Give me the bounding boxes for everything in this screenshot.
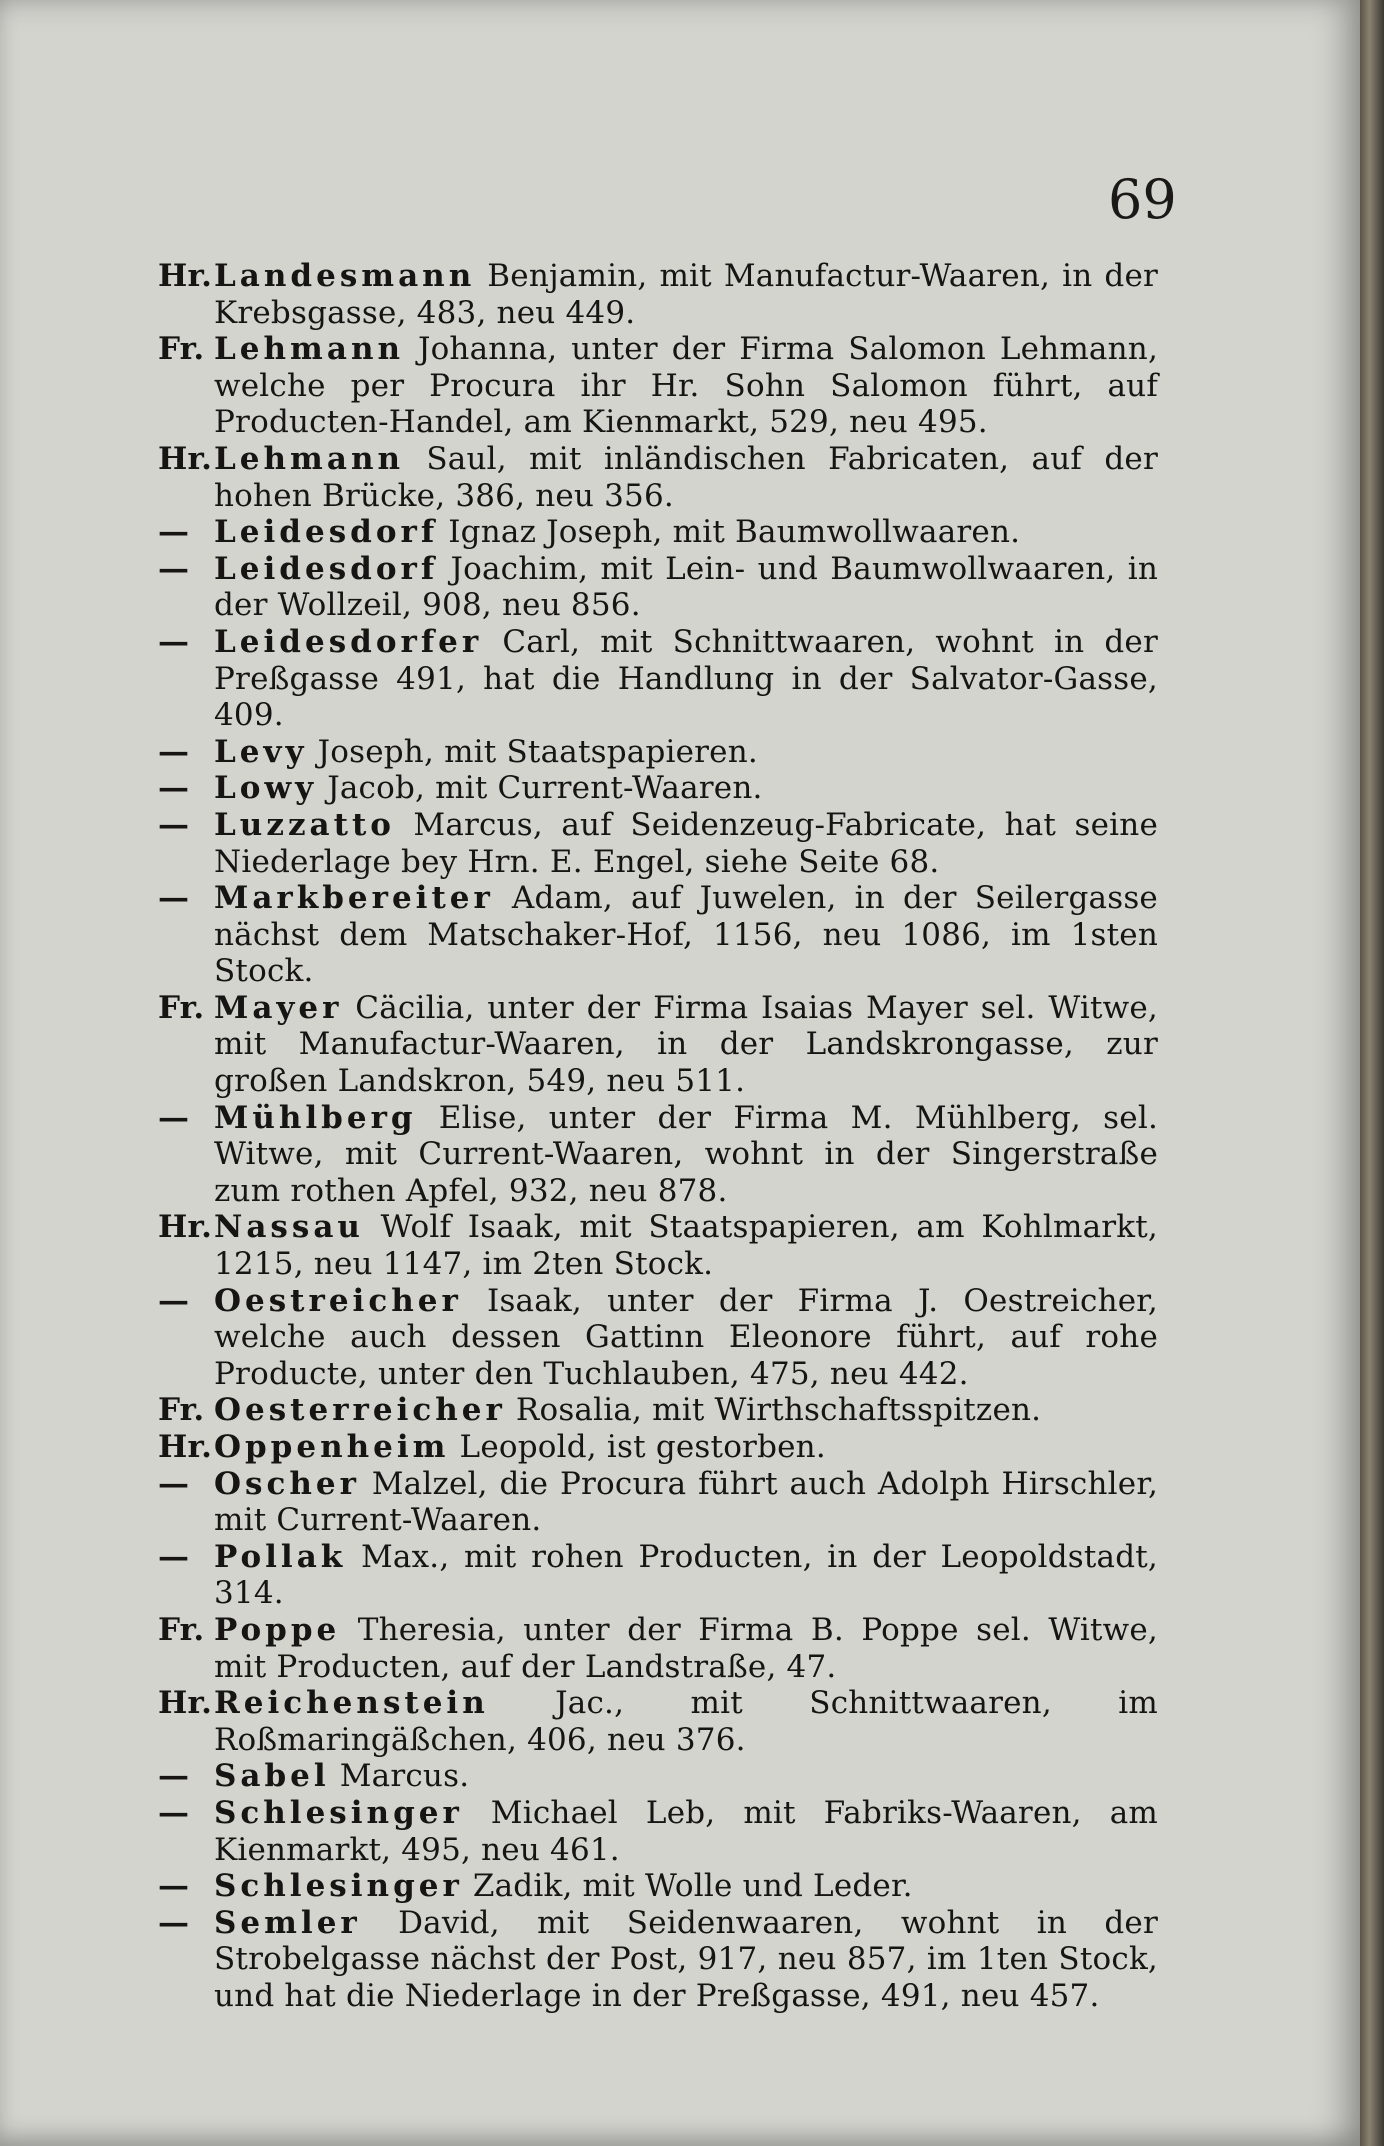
entry-surname: Sabel: [214, 1758, 330, 1795]
directory-entry: [158, 880, 1158, 990]
entry-prefix: —: [158, 1282, 190, 1319]
entry-text: Joachim, mit Lein- und Baumwollwaaren, in der Wollzeil, 908, neu 856.: [214, 550, 1158, 624]
entry-surname: Poppe: [214, 1611, 341, 1648]
entry-surname: Mühlberg: [214, 1099, 417, 1136]
entry-surname: Pollak: [214, 1538, 347, 1575]
entry-prefix: —: [158, 733, 190, 770]
entry-surname: Oscher: [214, 1465, 360, 1502]
entry-prefix: —: [158, 623, 190, 660]
entry-prefix: Hr.: [158, 1685, 213, 1722]
entry-text: Max., mit rohen Producten, in der Leopoldstadt, 314.: [214, 1538, 1158, 1612]
entry-text: Isaak, unter der Firma J. Oestreicher, welche auch dessen Gattinn Eleonore führt, auf rohe Producte, unter den Tuchlauben, 475, neu 442.: [214, 1282, 1158, 1392]
entry-text: Jacob, mit Current-Waaren.: [327, 770, 763, 807]
directory-entries: [158, 258, 1158, 2015]
directory-entry: [158, 441, 1158, 514]
entry-text: Johanna, unter der Firma Salomon Lehmann, welche per Procura ihr Hr. Sohn Salomon führt, auf Producten-Handel, am Kienmarkt, 529, neu 495.: [214, 331, 1158, 441]
entry-text: Cäcilia, unter der Firma Isaias Mayer sel. Witwe, mit Manufactur-Waaren, in der Landskrongasse, zur großen Landskron, 549, neu 511.: [214, 989, 1158, 1100]
directory-entry: [158, 331, 1158, 441]
entry-prefix: —: [158, 1904, 190, 1941]
entry-text: Marcus, auf Seidenzeug-Fabricate, hat seine Niederlage bey Hrn. E. Engel, siehe Seite 68.: [214, 806, 1158, 880]
directory-entry: [158, 1539, 1158, 1612]
directory-entry: [158, 1612, 1158, 1685]
entry-prefix: —: [158, 1099, 190, 1136]
page-edge: [1360, 0, 1384, 2146]
entry-surname: Oestreicher: [214, 1282, 462, 1319]
entry-text: Ignaz Joseph, mit Baumwollwaaren.: [448, 514, 1021, 551]
directory-entry: [158, 1283, 1158, 1393]
entry-prefix: Hr.: [158, 1429, 213, 1465]
entry-prefix: Hr.: [158, 1209, 213, 1246]
entry-prefix: —: [158, 1868, 190, 1905]
directory-entry: [158, 624, 1158, 734]
entry-text: Theresia, unter der Firma B. Poppe sel. Witwe, mit Producten, auf der Landstraße, 47.: [214, 1611, 1158, 1685]
directory-entry: [158, 1100, 1158, 1210]
entry-surname: Schlesinger: [214, 1794, 463, 1831]
entry-surname: Nassau: [214, 1209, 364, 1246]
directory-entry: [158, 1795, 1158, 1868]
entry-prefix: Hr.: [158, 440, 213, 477]
directory-entry: [158, 1685, 1158, 1758]
entry-prefix: —: [158, 550, 190, 587]
directory-entry: [158, 1868, 1158, 1905]
entry-surname: Lehmann: [214, 440, 405, 477]
entry-surname: Leidesdorf: [214, 514, 439, 551]
entry-surname: Lehmann: [214, 331, 405, 368]
entry-surname: Landesmann: [214, 258, 476, 294]
directory-entry: [158, 1209, 1158, 1282]
entry-prefix: —: [158, 770, 190, 807]
entry-text: Wolf Isaak, mit Staatspapieren, am Kohlmarkt, 1215, neu 1147, im 2ten Stock.: [214, 1209, 1158, 1283]
entry-text: Malzel, die Procura führt auch Adolph Hirschler, mit Current-Waaren.: [214, 1465, 1158, 1539]
entry-surname: Schlesinger: [214, 1868, 463, 1905]
entry-prefix: Fr.: [158, 989, 205, 1026]
directory-entry: [158, 1758, 1158, 1795]
directory-entry: [158, 1905, 1158, 2015]
entry-text: Joseph, mit Staatspapieren.: [317, 733, 758, 770]
entry-surname: Oesterreicher: [214, 1392, 506, 1429]
entry-text: Marcus.: [339, 1758, 470, 1795]
entry-surname: Semler: [214, 1904, 361, 1941]
directory-entry: [158, 551, 1158, 624]
entry-prefix: Fr.: [158, 1611, 205, 1648]
directory-entry: [158, 1392, 1158, 1429]
entry-text: Jac., mit Schnittwaaren, im Roßmaringäßchen, 406, neu 376.: [214, 1685, 1158, 1758]
entry-surname: Leidesdorfer: [214, 623, 483, 660]
entry-text: Rosalia, mit Wirthschaftsspitzen.: [515, 1392, 1042, 1429]
entry-surname: Leidesdorf: [214, 550, 439, 587]
entry-text: David, mit Seidenwaaren, wohnt in der Strobelgasse nächst der Post, 917, neu 857, im 1ten Stock, und hat die Niederlage in der Preßgasse, 491, neu 457.: [214, 1904, 1158, 2014]
entry-text: Benjamin, mit Manufactur-Waaren, in der Krebsgasse, 483, neu 449.: [214, 258, 1159, 331]
entry-prefix: Fr.: [158, 1392, 205, 1429]
entry-text: Saul, mit inländischen Fabricaten, auf der hohen Brücke, 386, neu 356.: [214, 440, 1158, 514]
entry-prefix: —: [158, 1465, 190, 1502]
entry-text: Michael Leb, mit Fabriks-Waaren, am Kienmarkt, 495, neu 461.: [214, 1794, 1158, 1868]
entry-prefix: —: [158, 1538, 190, 1575]
entry-prefix: —: [158, 514, 190, 551]
directory-entry: [158, 514, 1158, 551]
entry-surname: Oppenheim: [214, 1429, 450, 1465]
entry-prefix: —: [158, 1758, 190, 1795]
entry-surname: Luzzatto: [214, 806, 395, 843]
directory-entry: [158, 807, 1158, 880]
directory-entry: [158, 1429, 1158, 1466]
entry-prefix: —: [158, 1794, 190, 1831]
page-number: 69: [1108, 168, 1177, 231]
entry-prefix: Fr.: [158, 331, 205, 368]
entry-text: Zadik, mit Wolle und Leder.: [472, 1868, 913, 1905]
entry-text: Carl, mit Schnittwaaren, wohnt in der Preßgasse 491, hat die Handlung in der Salvator-Gasse, 409.: [214, 623, 1159, 734]
directory-entry: [158, 1466, 1158, 1539]
directory-entry: [158, 258, 1158, 331]
entry-surname: Markbereiter: [214, 880, 494, 917]
entry-prefix: Hr.: [158, 258, 213, 294]
directory-entry: [158, 734, 1158, 771]
entry-surname: Levy: [214, 733, 308, 770]
entry-surname: Lowy: [214, 770, 318, 807]
directory-entry: [158, 990, 1158, 1100]
entry-surname: Mayer: [214, 989, 343, 1026]
directory-entry: [158, 770, 1158, 807]
entry-text: Adam, auf Juwelen, in der Seilergasse nächst dem Matschaker-Hof, 1156, neu 1086, im 1sten Stock.: [214, 880, 1158, 990]
entry-text: Elise, unter der Firma M. Mühlberg, sel. Witwe, mit Current-Waaren, wohnt in der Singerstraße zum rothen Apfel, 932, neu 878.: [214, 1099, 1158, 1209]
entry-surname: Reichenstein: [214, 1685, 489, 1722]
entry-prefix: —: [158, 806, 190, 843]
entry-prefix: —: [158, 880, 190, 917]
entry-text: Leopold, ist gestorben.: [459, 1429, 826, 1465]
